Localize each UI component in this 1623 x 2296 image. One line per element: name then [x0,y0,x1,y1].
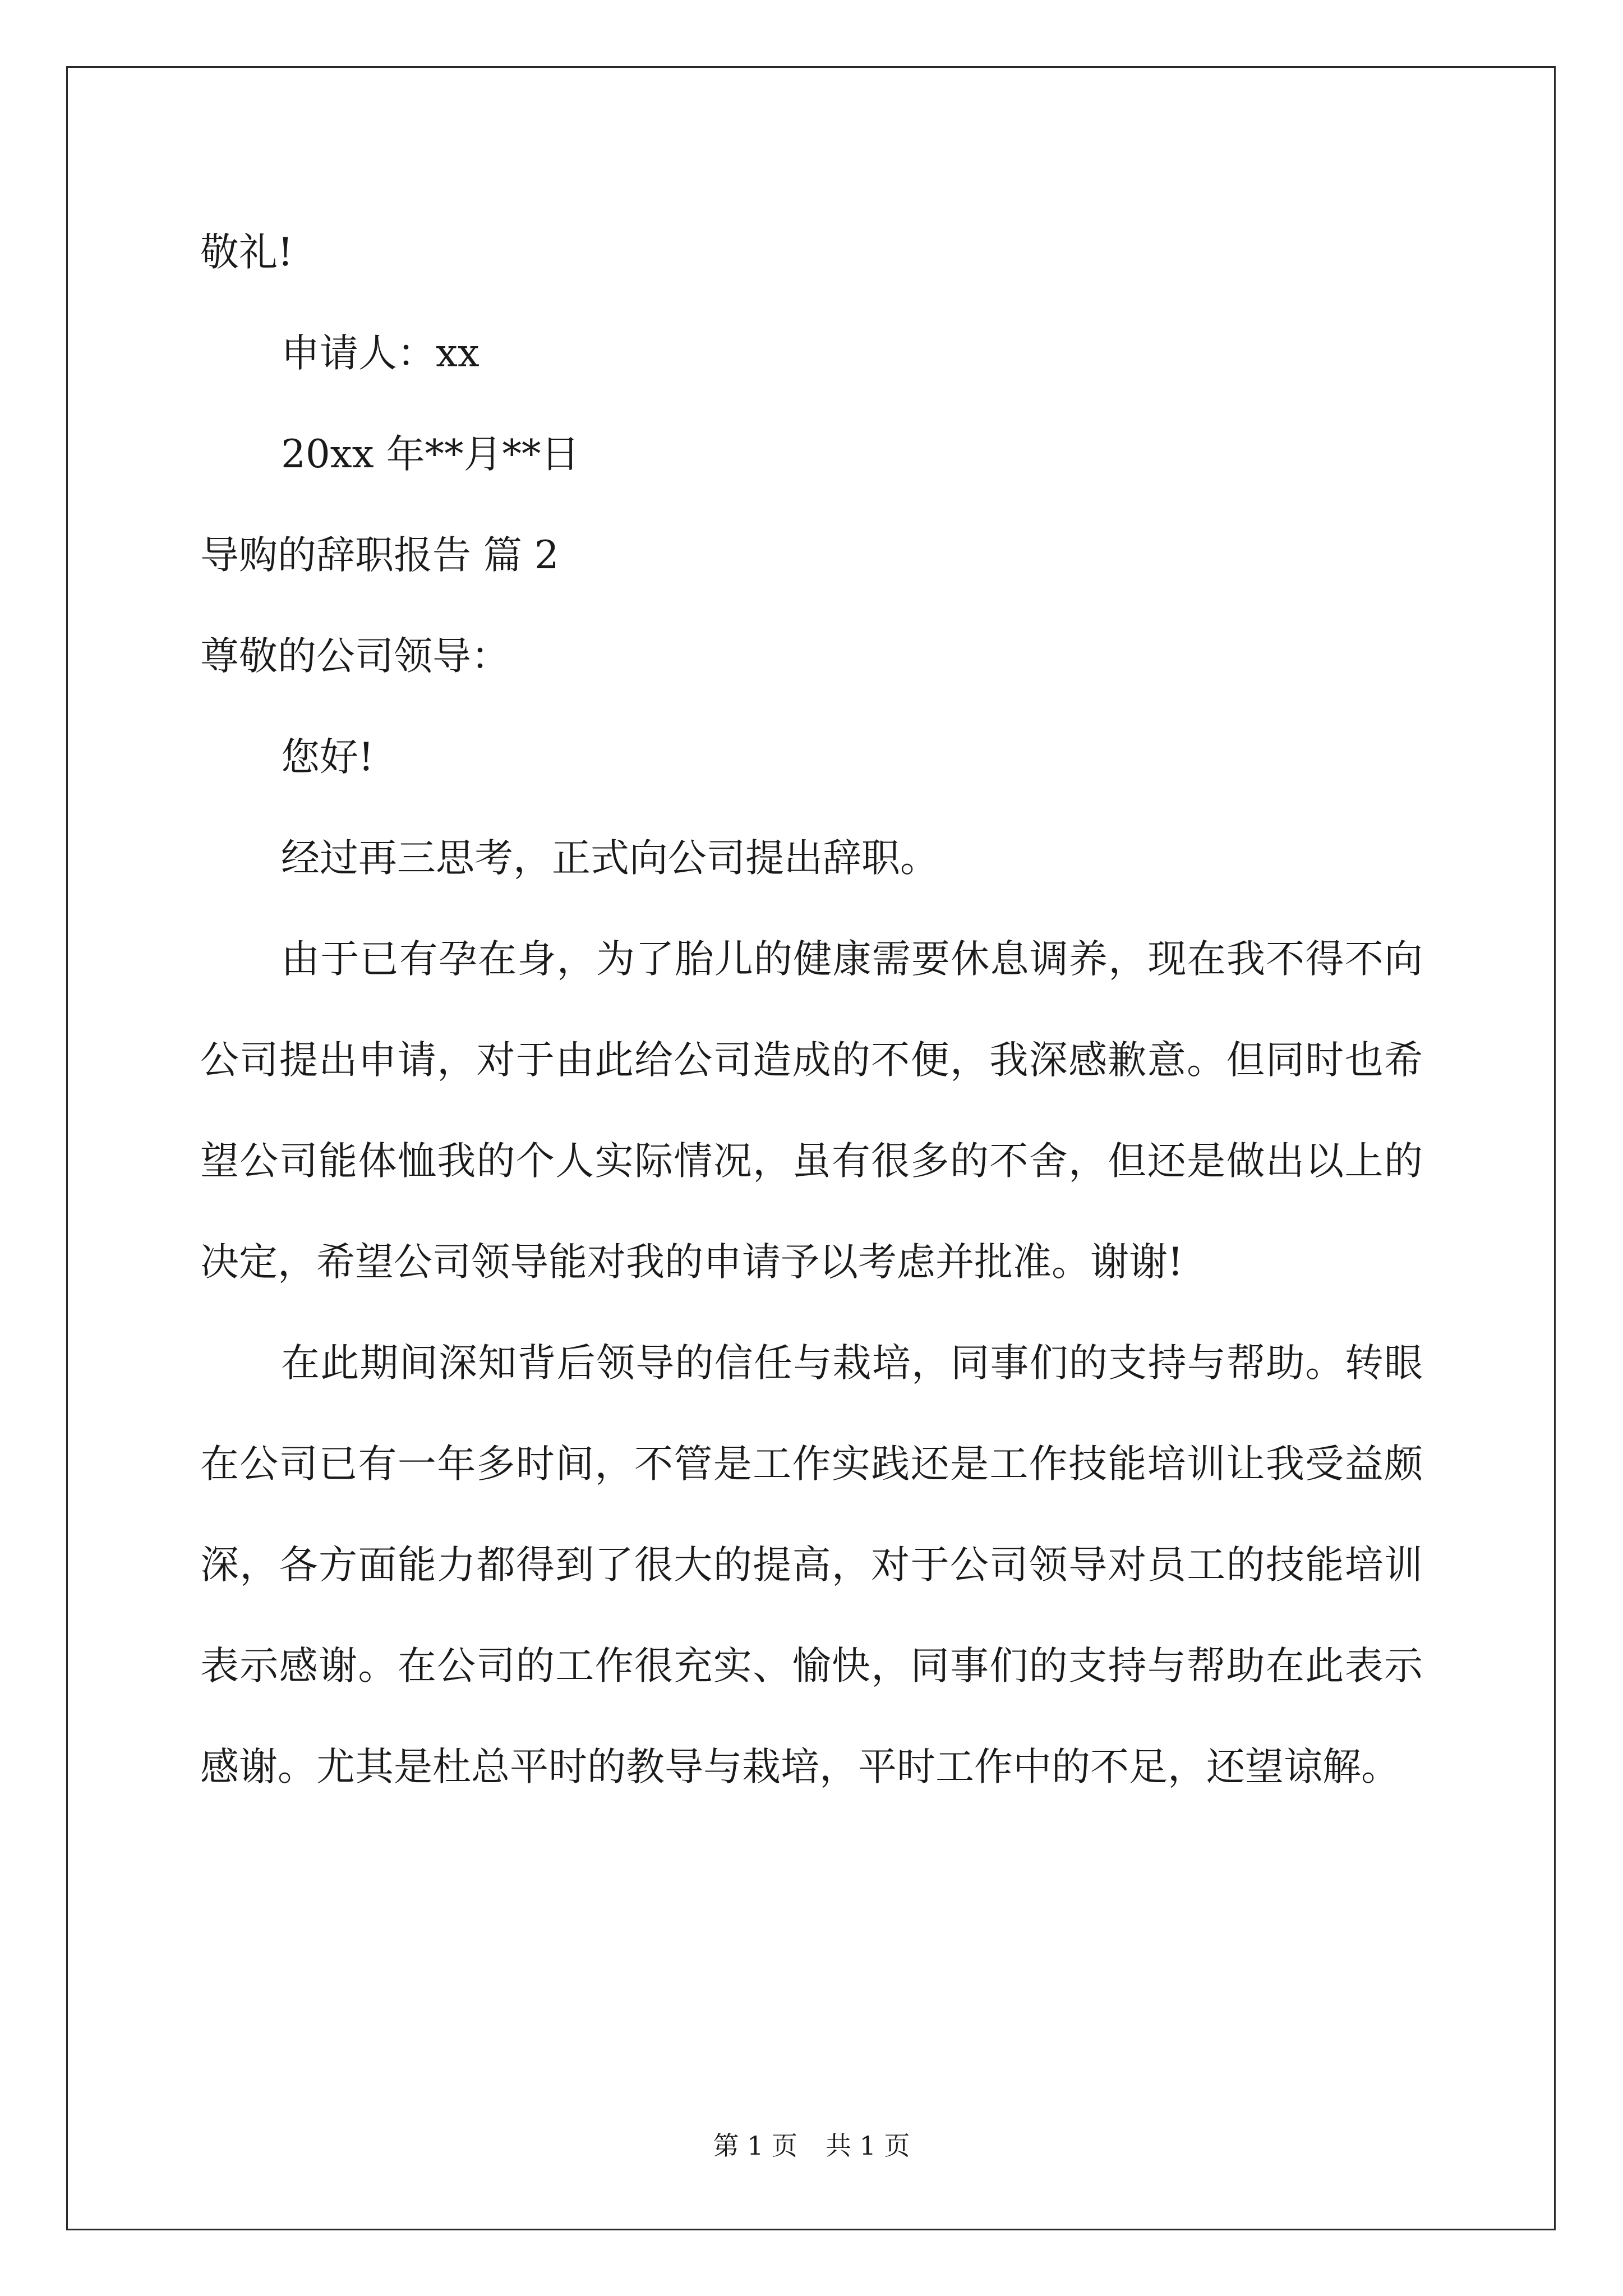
salutation: 尊敬的公司领导： [200,634,510,679]
closing-line: 敬礼! [200,230,293,275]
section-title: 导购的辞职报告 篇 2 [200,533,559,578]
paragraph: 经过再三思考，正式向公司提出辞职。 [281,836,939,881]
document-body [200,202,1423,1818]
greeting: 您好! [281,735,374,780]
paragraph: 由于已有孕在身，为了胎儿的健康需要休息调养，现在我不得不向公司提出申请，对于由此给公司造成的不便，我深感歉意。但同时也希望公司能体恤我的个人实际情况，虽有很多的不舍，但还是做出以上的决定，希望公司领导能对我的申请予以考虑并批准。谢谢! [200,937,1423,1285]
date-line: 20xx 年**月**日 [281,432,580,477]
paragraph: 在此期间深知背后领导的信任与栽培，同事们的支持与帮助。转眼在公司已有一年多时间，不管是工作实践还是工作技能培训让我受益颇深，各方面能力都得到了很大的提高，对于公司领导对员工的技能培训表示感谢。在公司的工作很充实、愉快，同事们的支持与帮助在此表示感谢。尤其是杜总平时的教导与栽培，平时工作中的不足，还望谅解。 [200,1341,1423,1789]
page-footer [0,2129,1623,2162]
page-number: 第 1 页 [713,2131,797,2161]
applicant-line: 申请人：xx [281,331,479,376]
page-total: 共 1 页 [826,2131,910,2161]
